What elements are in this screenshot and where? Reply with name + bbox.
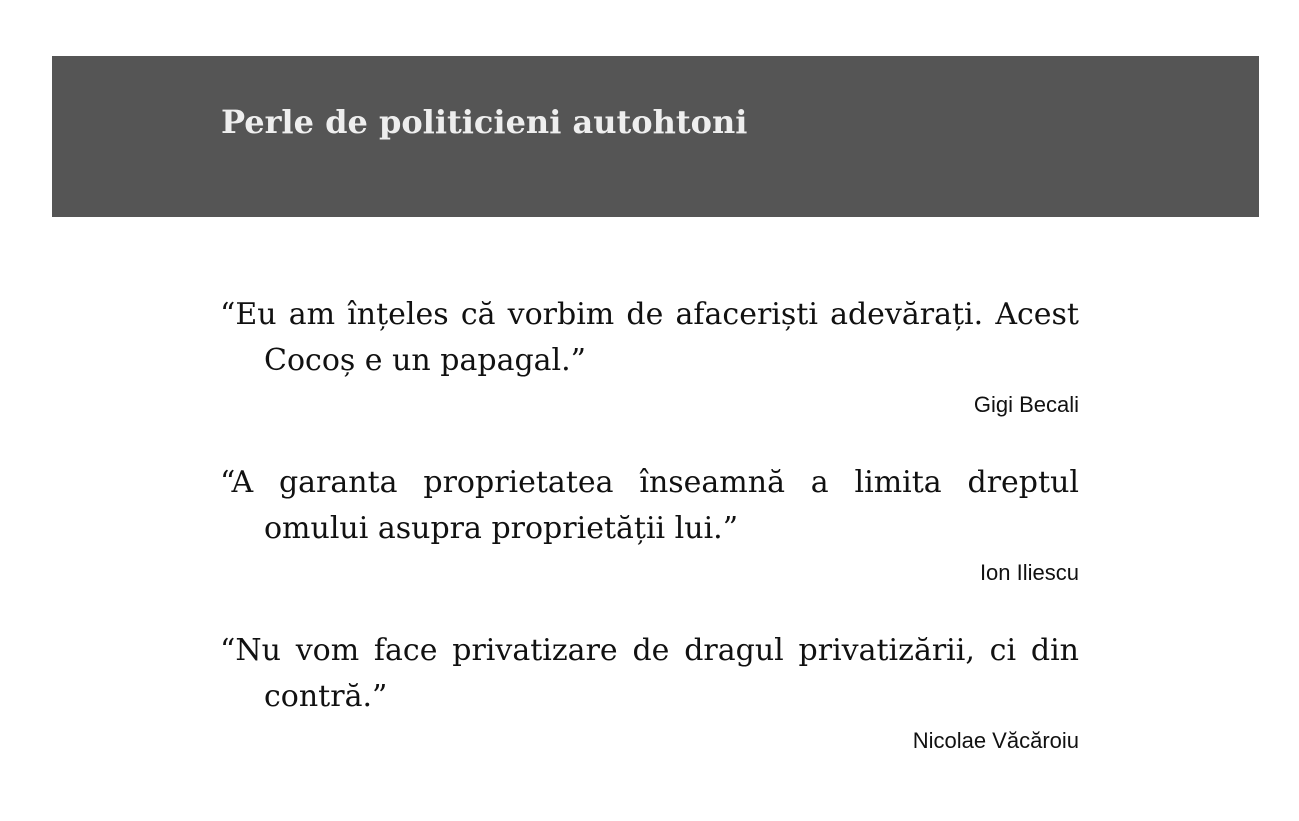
quote-author: Gigi Becali	[973, 392, 1079, 417]
header-band	[52, 56, 1259, 217]
quote-author: Nicolae Văcăroiu	[912, 728, 1079, 753]
page-title: Perle de politicieni autohtoni	[221, 103, 748, 141]
quote-text: “Nu vom face privatizare de dragul privatizării, ci din contră.”	[220, 633, 1079, 714]
quote-item-1	[220, 292, 1079, 420]
quote-text: “Eu am înțeles că vorbim de afaceriști adevărați. Acest Cocoș e un papagal.”	[220, 297, 1079, 378]
quote-text: “A garanta proprietatea înseamnă a limita dreptul omului asupra proprietății lui.”	[220, 465, 1079, 546]
quote-item-3	[220, 628, 1079, 756]
quote-item-2	[220, 460, 1079, 588]
quote-author: Ion Iliescu	[979, 560, 1079, 585]
quote-list	[220, 292, 1079, 796]
